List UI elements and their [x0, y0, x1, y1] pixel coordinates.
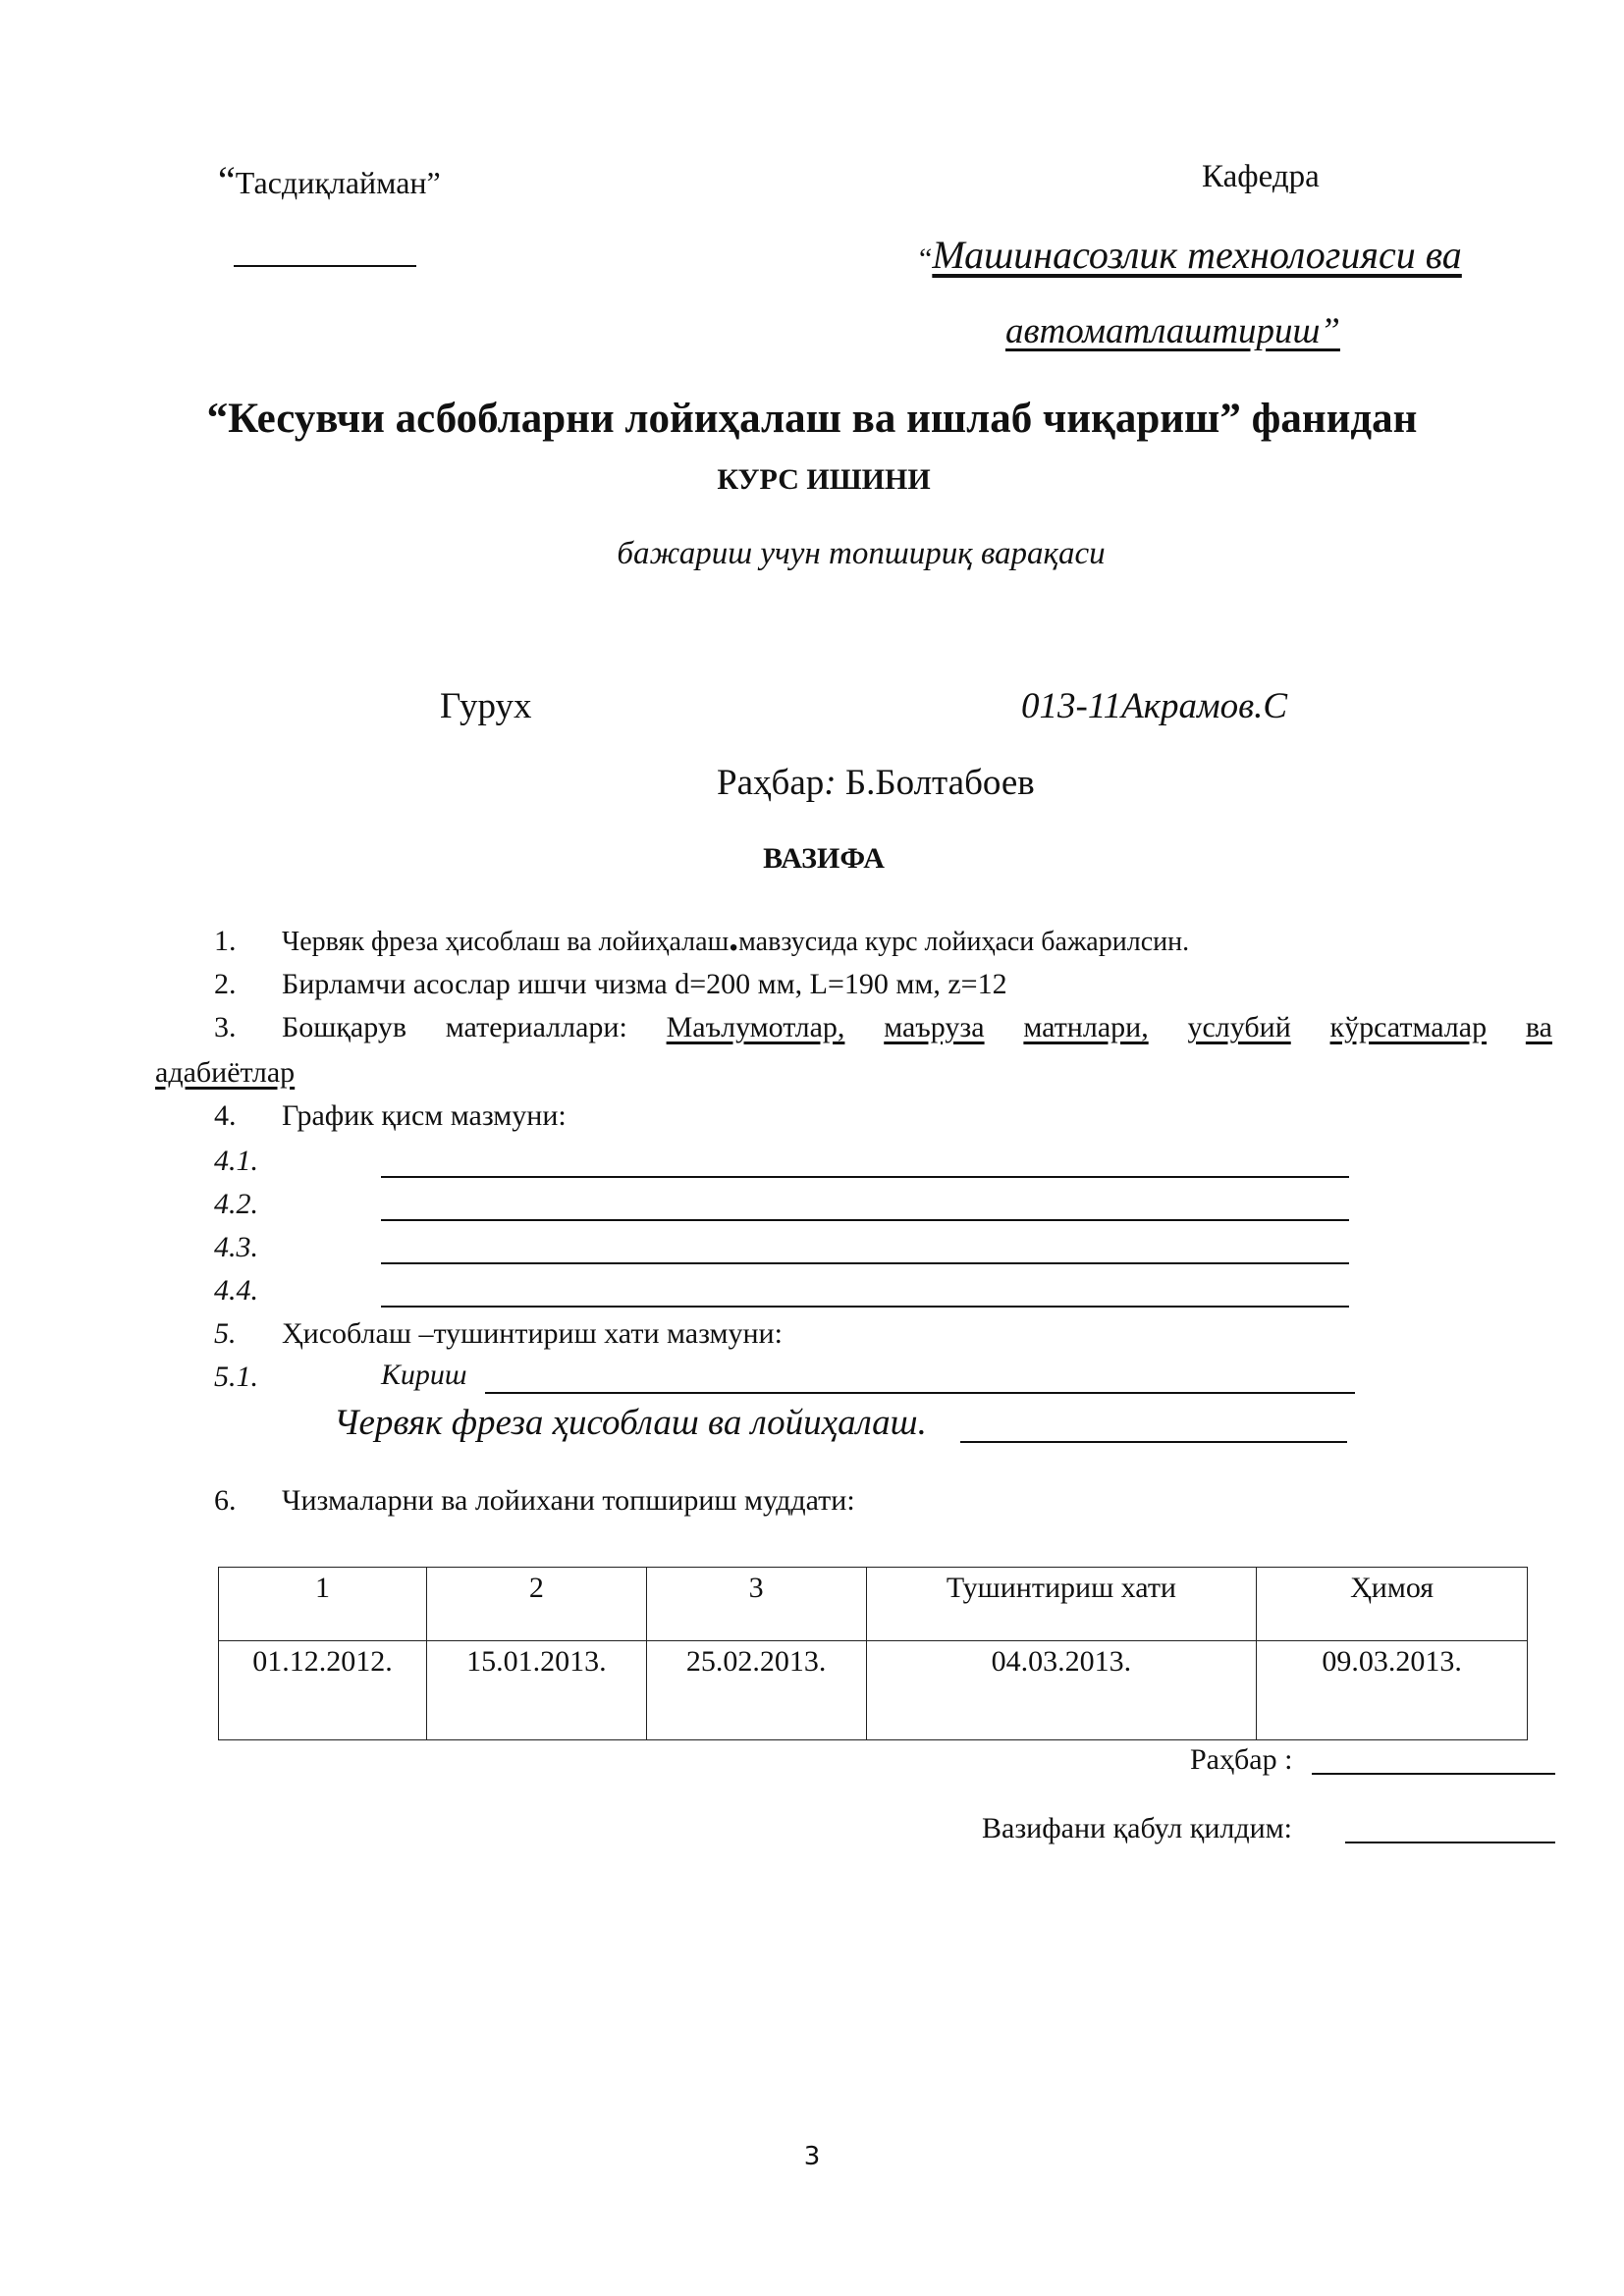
subitem-number: 5.1. — [214, 1361, 258, 1393]
supervisor-line: Раҳбар: Б.Болтабоев — [717, 763, 1035, 803]
subitem-number: 4.4. — [214, 1274, 258, 1307]
kafedra-label: Кафедра — [1202, 159, 1320, 194]
item-3-continuation: адабиётлар — [155, 1056, 296, 1089]
sheet-subtitle: бажариш учун топшириқ варақаси — [617, 536, 1106, 571]
item-4-text: График қисм мазмуни: — [282, 1099, 567, 1132]
table-header-row — [219, 1568, 1528, 1641]
supervisor-signature-line — [1312, 1773, 1555, 1775]
item-1-text: Червяк фреза ҳисоблаш ва лойиҳалаш.мавзусида курс лойиҳаси бажарилсин. — [282, 915, 1190, 959]
item-3-word: ва — [1525, 1011, 1552, 1043]
item-number: 1. — [214, 925, 237, 957]
item-3-word: услубий — [1187, 1011, 1291, 1043]
item-3-word: Бошқарув — [282, 1011, 406, 1043]
department-name-line1: “Машинасозлик технологияси ва — [919, 233, 1462, 277]
item-number: 5. — [214, 1317, 237, 1350]
department-name-line2: автоматлаштириш” — [1005, 311, 1340, 351]
blank-line — [381, 1306, 1349, 1308]
supervisor-signature-label: Раҳбар : — [1190, 1743, 1293, 1776]
blank-line — [381, 1262, 1349, 1264]
table-cell: 09.03.2013. — [1257, 1641, 1528, 1740]
item-number: 2. — [214, 968, 237, 1000]
table-cell: 01.12.2012. — [219, 1641, 427, 1740]
accepted-signature-line — [1345, 1842, 1555, 1843]
item-2-text: Бирламчи асослар ишчи чизма d=200 мм, L=190 мм, z=12 — [282, 968, 1007, 1000]
item-3-word: маъруза — [884, 1011, 985, 1043]
approval-signature-line — [234, 236, 416, 267]
item-number: 6. — [214, 1484, 237, 1517]
item-3-word: матнлари, — [1023, 1011, 1149, 1043]
calculation-topic: Червяк фреза ҳисоблаш ва лойиҳалаш. — [334, 1403, 927, 1443]
deadline-table — [218, 1567, 1528, 1740]
table-cell: 15.01.2013. — [426, 1641, 646, 1740]
item-number: 3. — [214, 1011, 237, 1043]
page-number: 3 — [803, 2142, 821, 2171]
table-cell: 04.03.2013. — [866, 1641, 1257, 1740]
item-5-text: Ҳисоблаш –тушинтириш хати мазмуни: — [282, 1317, 783, 1350]
document-title: “Кесувчи асбобларни лойиҳалаш ва ишлаб чиқариш” фанидан — [206, 396, 1418, 442]
table-row — [219, 1641, 1528, 1740]
task-heading: ВАЗИФА — [763, 842, 885, 875]
blank-line — [381, 1219, 1349, 1221]
approval-label: “Тасдиқлайман” — [218, 158, 441, 202]
blank-line — [960, 1441, 1347, 1443]
table-header-cell: Тушинтириш хати — [866, 1568, 1257, 1641]
group-value: 013-11Акрамов.С — [1021, 686, 1288, 726]
blank-line — [381, 1176, 1349, 1178]
item-3-text — [282, 1011, 1552, 1044]
table-header-cell: 3 — [646, 1568, 866, 1641]
table-header-cell: Ҳимоя — [1257, 1568, 1528, 1641]
item-number: 4. — [214, 1099, 237, 1132]
accepted-signature-label: Вазифани қабул қилдим: — [982, 1812, 1292, 1844]
course-work-heading: КУРС ИШИНИ — [717, 463, 931, 496]
blank-line — [485, 1392, 1355, 1394]
item-3-word: Маълумотлар, — [666, 1011, 845, 1043]
subitem-number: 4.2. — [214, 1188, 258, 1220]
subitem-number: 4.1. — [214, 1145, 258, 1177]
subitem-number: 4.3. — [214, 1231, 258, 1263]
item-3-word: материаллари: — [445, 1011, 627, 1043]
table-header-cell: 2 — [426, 1568, 646, 1641]
group-label: Гурух — [440, 686, 532, 726]
table-cell: 25.02.2013. — [646, 1641, 866, 1740]
table-header-cell: 1 — [219, 1568, 427, 1641]
item-3-word: кўрсатмалар — [1329, 1011, 1488, 1043]
item-6-text: Чизмаларни ва лойихани топшириш муддати: — [282, 1484, 855, 1517]
introduction-label: Кириш — [381, 1359, 467, 1391]
